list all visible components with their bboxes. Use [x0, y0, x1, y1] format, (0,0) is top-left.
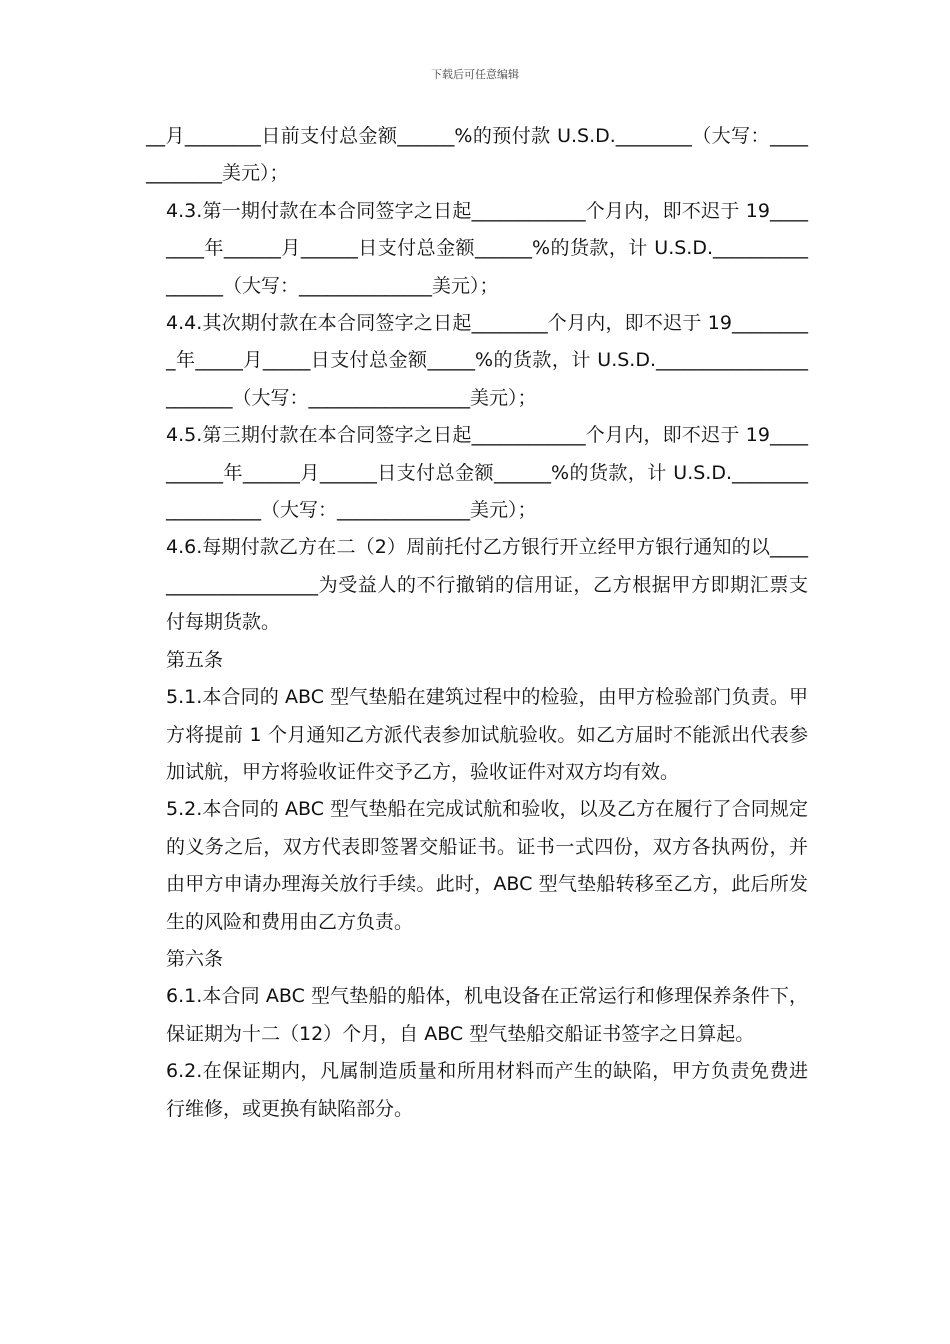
article-6-heading: 第六条 — [166, 947, 224, 970]
payment-clause-continued: __月________日前支付总金额______%的预付款 U.S.D.________（大写：____________美元）； — [146, 125, 808, 185]
contract-body — [146, 118, 808, 1128]
clause-4-4: 4.4.其次期付款在本合同签字之日起________个月内，即不迟于 19_________年_____月_____日支付总金额_____%的货款，计 U.S.D._______________________（大写：_________________美元）； — [166, 312, 808, 409]
clause-4-5: 4.5.第三期付款在本合同签字之日起____________个月内，即不迟于 19__________年______月______日支付总金额______%的货款，计 U.S.D.__________________（大写：______________美元）； — [166, 424, 808, 522]
clause-5-1: 5.1.本合同的 ABC 型气垫船在建筑过程中的检验，由甲方检验部门负责。甲方将提前 1 个月通知乙方派代表参加试航验收。如乙方届时不能派出代表参加试航，甲方将验收证件交予乙方，验收证件对双方均有效。 — [166, 686, 808, 783]
clause-4-6: 4.6.每期付款乙方在二（2）周前托付乙方银行开立经甲方银行通知的以____________________为受益人的不行撤销的信用证，乙方根据甲方即期汇票支付每期货款。 — [166, 536, 808, 634]
article-5-heading: 第五条 — [166, 648, 224, 671]
clause-4-3: 4.3.第一期付款在本合同签字之日起____________个月内，即不迟于 19________年______月______日支付总金额______%的货款，计 U.S.D.________________（大写：______________美元）； — [166, 199, 808, 297]
clause-5-2: 5.2.本合同的 ABC 型气垫船在完成试航和验收，以及乙方在履行了合同规定的义务之后，双方代表即签署交船证书。证书一式四份，双方各执两份，并由甲方申请办理海关放行手续。此时，ABC 型气垫船转移至乙方，此后所发生的风险和费用由乙方负责。 — [166, 798, 808, 933]
page-header: 下载后可任意编辑 — [431, 68, 519, 81]
clause-6-2: 6.2.在保证期内，凡属制造质量和所用材料而产生的缺陷，甲方负责免费进行维修，或更换有缺陷部分。 — [166, 1060, 808, 1120]
clause-6-1: 6.1.本合同 ABC 型气垫船的船体，机电设备在正常运行和修理保养条件下，保证期为十二（12）个月，自 ABC 型气垫船交船证书签字之日算起。 — [166, 985, 808, 1045]
